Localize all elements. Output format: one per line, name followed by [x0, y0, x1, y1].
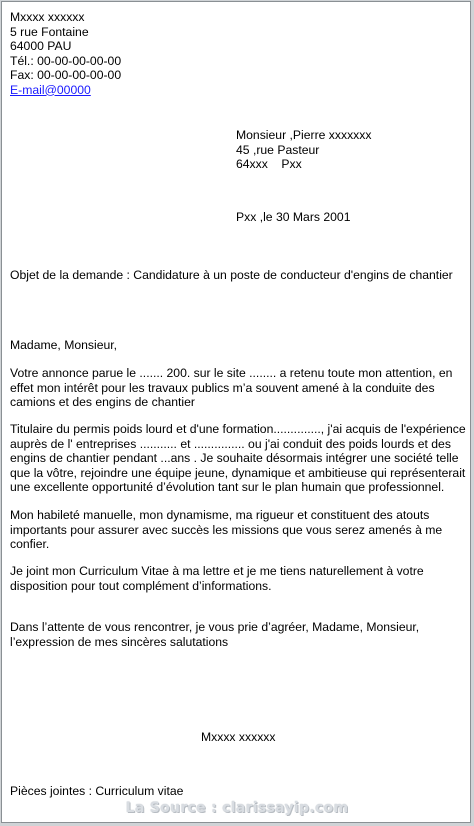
sender-fax: Fax: 00-00-00-00-00	[10, 68, 122, 82]
paragraph-qualities: Mon habileté manuelle, mon dynamisme, ma rigueur et constituent des atouts importants pour assurer avec succès les missions que vous serez amenés à me confier.	[10, 508, 443, 551]
source-watermark: La Source : clarissayip.com	[125, 800, 349, 816]
paragraph-cv: Je joint mon Curriculum Vitae à ma lettre et je me tiens naturellement à votre disposition pour tout complément d’informations.	[10, 564, 424, 593]
sender-city: 64000 PAU	[10, 39, 72, 53]
sender-email-link[interactable]: E-mail@00000	[10, 82, 91, 97]
sender-address-block	[10, 10, 121, 97]
attachments-line: Pièces jointes : Curriculum vitae	[10, 784, 184, 798]
paragraph-experience: Titulaire du permis poids lourd et d'une formation.............., j'ai acquis de l'expérience auprès de l' entreprises ........... et ............... ou j'ai conduit des poids lourds et des engins de chantier pendant ...ans . Je souhaite désormais intégrer une société telle que la vôtre, rejoindre une équipe jeune, dynamique et ambitieuse qui représenterait une excellente opportunité d’évolution tant sur le plan humain que professionnel.	[10, 422, 466, 494]
salutation: Madame, Monsieur,	[10, 338, 118, 352]
recipient-name: Monsieur ,Pierre xxxxxxx	[236, 128, 372, 142]
sender-name: Mxxxx xxxxxx	[10, 10, 85, 24]
sender-street: 5 rue Fontaine	[10, 24, 89, 39]
paragraph-closing: Dans l’attente de vous rencontrer, je vous prie d’agréer, Madame, Monsieur, l’expression de mes sincères salutations	[10, 620, 420, 649]
paragraph-announcement: Votre annonce parue le ....... 200. sur le site ........ a retenu toute mon attention, en effet mon intérêt pour les travaux publics m’a souvent amené à la conduite des camions et des engins de chantier	[10, 366, 453, 409]
object-line: Objet de la demande : Candidature à un poste de conducteur d'engins de chantier	[10, 268, 453, 282]
recipient-city: 64xxx Pxx	[236, 157, 302, 171]
letter-page	[1, 1, 471, 823]
signature: Mxxxx xxxxxx	[201, 730, 276, 744]
recipient-address-block	[236, 128, 371, 172]
date-line: Pxx ,le 30 Mars 2001	[236, 210, 351, 224]
recipient-street: 45 ,rue Pasteur	[236, 142, 320, 157]
sender-phone: Tél.: 00-00-00-00-00	[10, 53, 122, 68]
